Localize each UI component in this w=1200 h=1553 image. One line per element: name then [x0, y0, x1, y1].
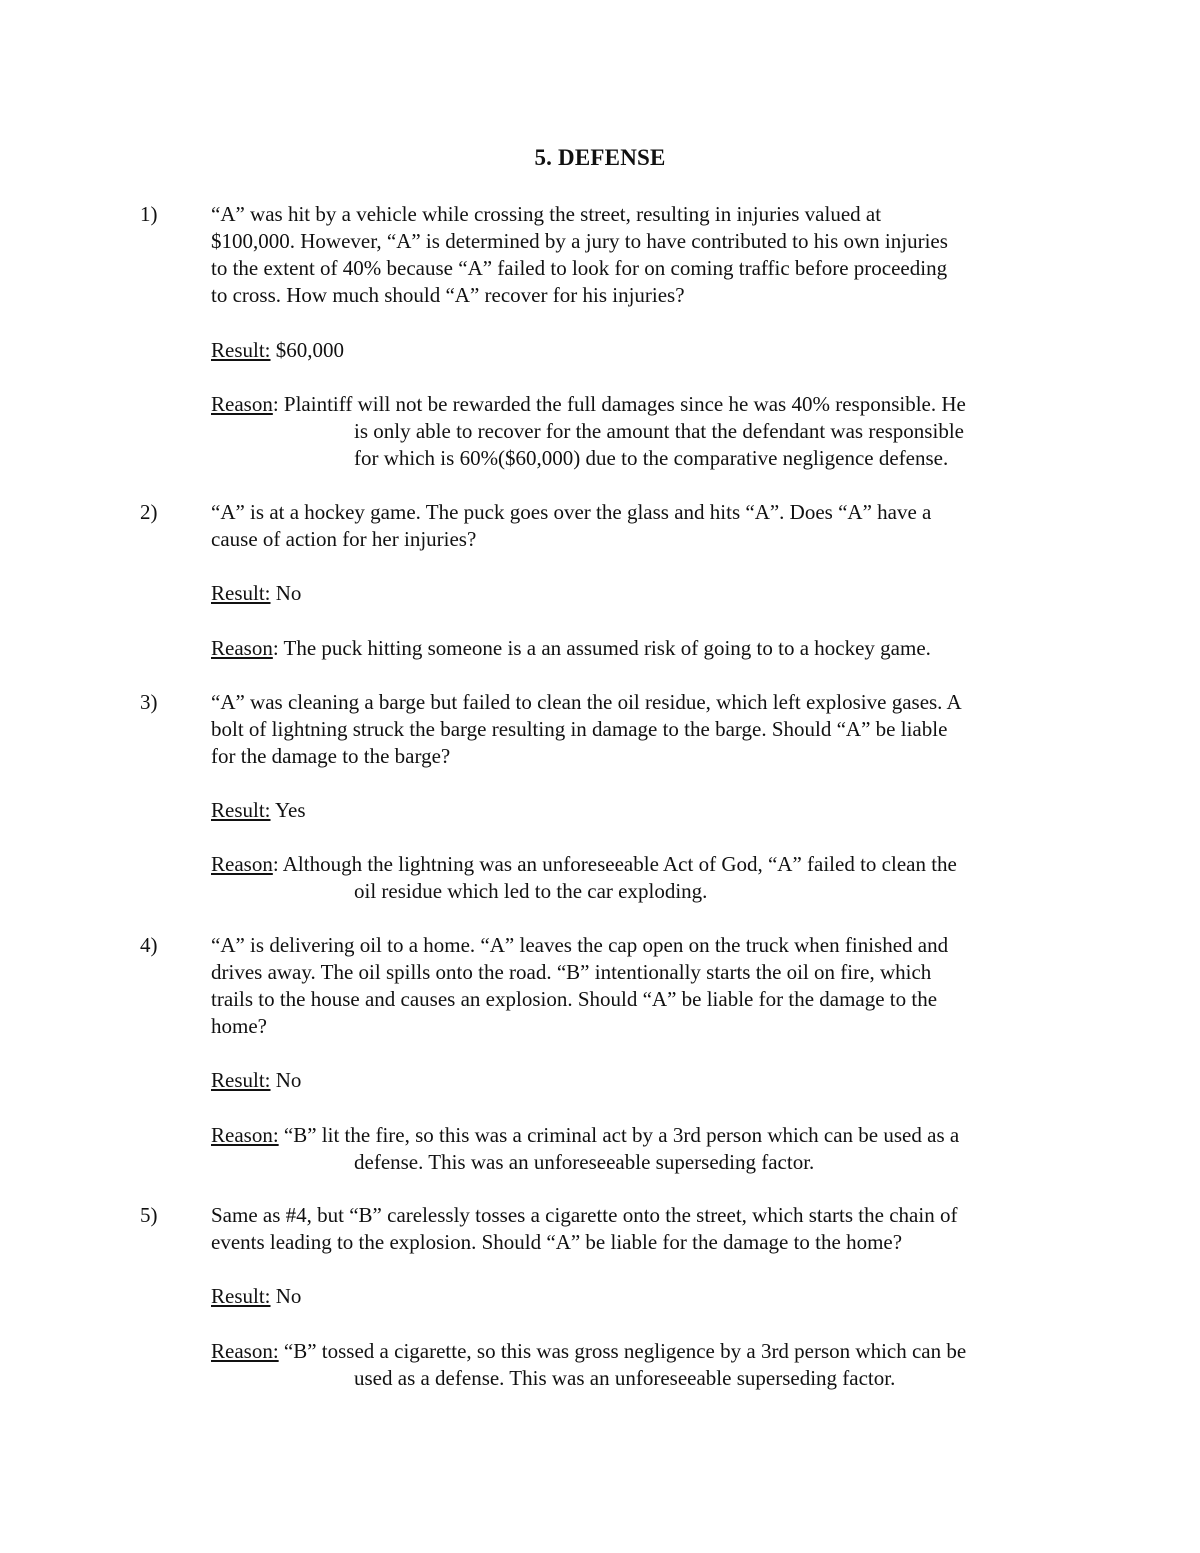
- reason-label: Reason: [211, 636, 273, 660]
- reason-text: : Although the lightning was an unforeseeable Act of God, “A” failed to clean the: [272, 852, 957, 876]
- question-line: Same as #4, but “B” carelessly tosses a cigarette onto the street, which starts the chain of: [211, 1203, 958, 1227]
- question-line: drives away. The oil spills onto the road. “B” intentionally starts the oil on fire, which: [211, 960, 932, 984]
- result-line: [211, 797, 306, 824]
- result-label: Result:: [211, 338, 271, 362]
- problem-question: [211, 1202, 1071, 1256]
- result-label: Result:: [211, 1068, 271, 1092]
- question-line: to the extent of 40% because “A” failed to look for on coming traffic before proceeding: [211, 256, 948, 280]
- reason-continuation: used as a defense. This was an unforeseeable superseding factor.: [354, 1366, 896, 1390]
- reason-text: “B” tossed a cigarette, so this was gross negligence by a 3rd person which can be: [278, 1339, 967, 1363]
- result-label: Result:: [211, 581, 271, 605]
- reason-text: : The puck hitting someone is a an assumed risk of going to to a hockey game.: [272, 636, 931, 660]
- question-line: home?: [211, 1014, 267, 1038]
- problem-question: [211, 932, 1071, 1040]
- question-line: “A” is delivering oil to a home. “A” leaves the cap open on the truck when finished and: [211, 933, 949, 957]
- result-value: Yes: [270, 798, 306, 822]
- problem-question: [211, 499, 1071, 553]
- problem-number: 3): [140, 690, 158, 714]
- reason-text: : Plaintiff will not be rewarded the full damages since he was 40% responsible. He: [272, 392, 966, 416]
- reason-continuation: for which is 60%($60,000) due to the comparative negligence defense.: [354, 446, 949, 470]
- problem-number: 4): [140, 933, 158, 957]
- question-line: for the damage to the barge?: [211, 744, 451, 768]
- result-value: No: [270, 581, 302, 605]
- result-line: [211, 1067, 301, 1094]
- reason-line: [211, 1122, 959, 1149]
- result-value: No: [270, 1068, 302, 1092]
- result-line: [211, 580, 301, 607]
- result-value: No: [270, 1284, 302, 1308]
- reason-label: Reason:: [211, 1339, 279, 1363]
- question-line: “A” is at a hockey game. The puck goes over the glass and hits “A”. Does “A” have a: [211, 500, 932, 524]
- problem-question: [211, 689, 1071, 770]
- problem-number: 2): [140, 500, 158, 524]
- result-label: Result:: [211, 1284, 271, 1308]
- problem-number: 1): [140, 202, 158, 226]
- reason-line: [211, 851, 957, 878]
- page-title: 5. DEFENSE: [534, 145, 666, 170]
- question-line: to cross. How much should “A” recover for his injuries?: [211, 283, 685, 307]
- result-value: $60,000: [270, 338, 345, 362]
- result-line: [211, 337, 344, 364]
- reason-continuation: oil residue which led to the car exploding.: [354, 879, 708, 903]
- question-line: $100,000. However, “A” is determined by a jury to have contributed to his own injuries: [211, 229, 948, 253]
- question-line: “A” was cleaning a barge but failed to clean the oil residue, which left explosive gases. A: [211, 690, 962, 714]
- reason-label: Reason: [211, 852, 273, 876]
- reason-line: [211, 635, 931, 662]
- reason-line: [211, 391, 966, 418]
- question-line: events leading to the explosion. Should “A” be liable for the damage to the home?: [211, 1230, 903, 1254]
- result-line: [211, 1283, 301, 1310]
- problem-number: 5): [140, 1203, 158, 1227]
- reason-label: Reason:: [211, 1123, 279, 1147]
- reason-continuation: is only able to recover for the amount that the defendant was responsible: [354, 419, 964, 443]
- question-line: trails to the house and causes an explosion. Should “A” be liable for the damage to the: [211, 987, 938, 1011]
- question-line: “A” was hit by a vehicle while crossing the street, resulting in injuries valued at: [211, 202, 882, 226]
- problem-question: [211, 201, 1071, 309]
- question-line: bolt of lightning struck the barge resulting in damage to the barge. Should “A” be liable: [211, 717, 948, 741]
- reason-continuation: defense. This was an unforeseeable superseding factor.: [354, 1150, 815, 1174]
- result-label: Result:: [211, 798, 271, 822]
- question-line: cause of action for her injuries?: [211, 527, 477, 551]
- reason-line: [211, 1338, 966, 1365]
- reason-label: Reason: [211, 392, 273, 416]
- reason-text: “B” lit the fire, so this was a criminal act by a 3rd person which can be used as a: [278, 1123, 960, 1147]
